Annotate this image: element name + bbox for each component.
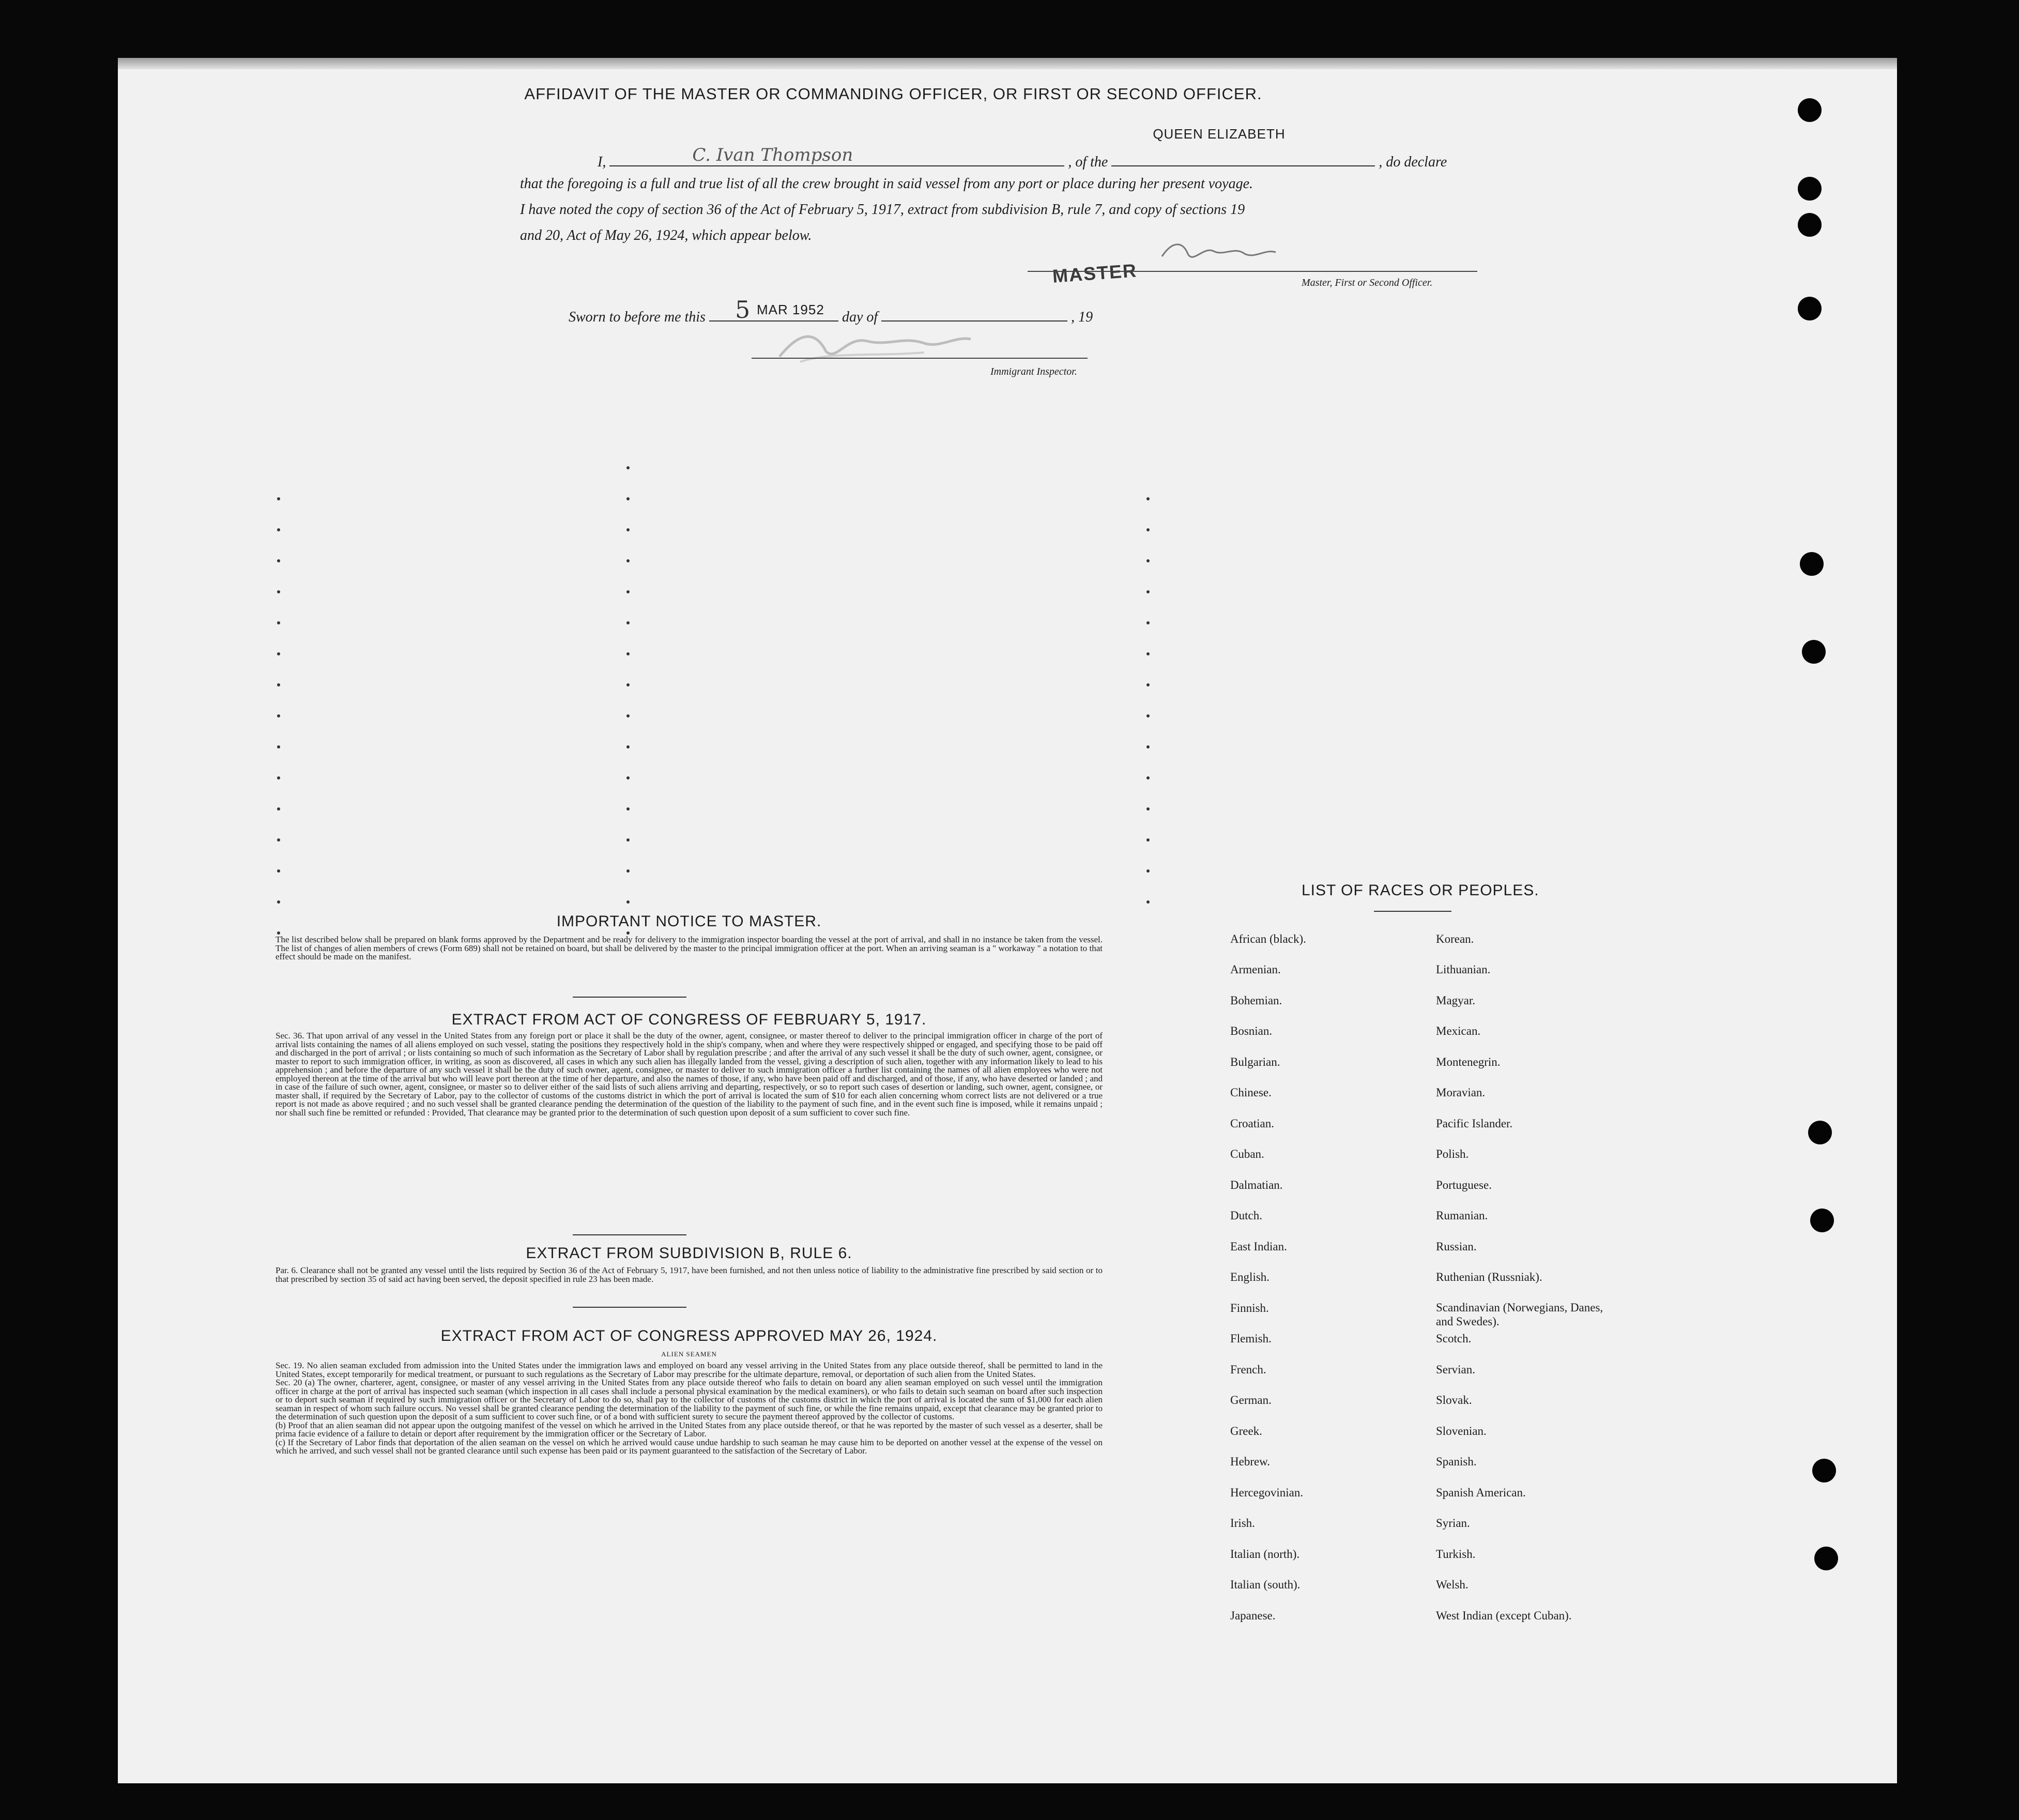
affidavit-line-4: and 20, Act of May 26, 1924, which appear below. — [520, 227, 812, 243]
master-caption: Master, First or Second Officer. — [1302, 277, 1433, 288]
race-item: Irish. — [1230, 1517, 1255, 1530]
punch-hole — [1810, 1209, 1834, 1232]
affidavit-line-1 — [598, 126, 1447, 171]
race-item: Servian. — [1436, 1363, 1476, 1376]
signer-field — [609, 145, 1064, 166]
sec-20a-paragraph: Sec. 20 (a) The owner, charterer, agent, consignee, or master of any vessel arriving in the United States from any place outside thereof who fails to detain on board any alien seaman employed on such vessel until the immigration officer in charge at the port of arrival has inspected such seaman (which inspection in all cases shall include a personal physical examination by the medical examiners), or who fails to detain such seaman on board after such inspection or to deport such seaman if required by such immigration officer or the Secretary of Labor to do so, shall pay to the collector of customs of the customs district in which the port of arrival is located the sum of $1,000 for each alien seaman in respect of whom such failure occurs. No vessel shall be granted clearance pending the determination of the liability to the payment of such fine, or while the fine remains unpaid, except that clearance may be granted prior to the determination of such question upon the deposit of a sum sufficient to cover such fine, or of a bond with sufficient surety to secure the payment thereof approved by the collector of customs. — [276, 1378, 1103, 1421]
inspector-signature — [769, 320, 976, 367]
race-item: Pacific Islander. — [1436, 1117, 1513, 1130]
extract-1924-title: EXTRACT FROM ACT OF CONGRESS APPROVED MAY 26, 1924. — [440, 1327, 938, 1344]
race-item: Spanish. — [1436, 1455, 1477, 1468]
race-item: Japanese. — [1230, 1609, 1276, 1622]
race-item: Magyar. — [1436, 994, 1476, 1007]
race-item: Ruthenian (Russniak). — [1436, 1271, 1542, 1283]
race-item: Lithuanian. — [1436, 963, 1491, 976]
sworn-date-stamp: MAR 1952 — [756, 302, 824, 317]
race-item: Montenegrin. — [1436, 1056, 1501, 1068]
punch-hole — [1814, 1547, 1838, 1570]
race-item: Armenian. — [1230, 963, 1281, 976]
master-signature — [1152, 236, 1286, 272]
of-the-label: , of the — [1068, 154, 1108, 170]
punch-hole — [1802, 640, 1826, 664]
sworn-day: 5 — [735, 296, 751, 324]
race-item: Korean. — [1436, 932, 1474, 945]
signer-handwriting: C. Ivan Thompson — [692, 145, 853, 165]
punch-hole — [1800, 552, 1824, 576]
sec-19-paragraph: Sec. 19. No alien seaman excluded from admission into the United States under the immigration laws and employed on board any vessel arriving in the United States from any place outside thereof, shall be permitted to land in the United States, except temporarily for medical treatment, or pursuant to such regulations as the Secretary of Labor may prescribe for the ultimate departure, removal, or deportation of such alien from the United States. — [276, 1360, 1103, 1379]
punch-hole — [1798, 213, 1822, 237]
extract-1924-body — [276, 1362, 1103, 1456]
alien-seamen-subtitle: ALIEN SEAMEN — [661, 1350, 717, 1358]
extract-1917-divider — [573, 1234, 686, 1235]
sec-20b-paragraph: (b) Proof that an alien seaman did not appear upon the outgoing manifest of the vessel on which he arrived in the United States from any place outside thereof, or that he was reported by the master of such vessel as a deserter, shall be prima facie evidence of a failure to detain or deport after requirement by the immigration officer or the Secretary of Labor. — [276, 1420, 1103, 1439]
extract-1917-title: EXTRACT FROM ACT OF CONGRESS OF FEBRUARY 5, 1917. — [451, 1011, 927, 1028]
race-item: Russian. — [1436, 1240, 1477, 1253]
affidavit-i-label: I, — [598, 154, 606, 170]
ship-name-stamp: QUEEN ELIZABETH — [1153, 126, 1286, 142]
race-item: Croatian. — [1230, 1117, 1274, 1130]
race-item: Italian (south). — [1230, 1578, 1301, 1591]
race-item: Greek. — [1230, 1425, 1262, 1437]
ship-name-field — [1111, 126, 1375, 166]
extract-rule6-title: EXTRACT FROM SUBDIVISION B, RULE 6. — [526, 1245, 852, 1262]
extract-rule6-text: Par. 6. Clearance shall not be granted any vessel until the lists required by Section 36 of the Act of February 5, 1917, have been furnished, and not then unless notice of liability to the administrative fine prescribed by said section or to that prescribed by section 35 of said act having been served, the deposit specified in rule 23 has been made. — [276, 1265, 1103, 1284]
punch-hole — [1798, 98, 1822, 122]
punch-hole — [1798, 177, 1822, 201]
notice-divider — [573, 997, 686, 998]
scan-top-edge — [118, 58, 1897, 69]
inspector-signature-line — [752, 358, 1088, 359]
sec-20c-paragraph: (c) If the Secretary of Labor finds that deportation of the alien seaman on the vessel on which he arrived would cause undue hardship to such seaman he may cause him to be deported on another vessel at the expense of the vessel on which he arrived, and such vessel shall not be granted clearance until such expense has been paid or its payment guaranteed to the satisfaction of the Secretary of Labor. — [276, 1437, 1103, 1456]
race-item: Mexican. — [1436, 1024, 1481, 1037]
race-item: Spanish American. — [1436, 1486, 1526, 1499]
notice-title: IMPORTANT NOTICE TO MASTER. — [556, 913, 822, 930]
race-item: Finnish. — [1230, 1302, 1269, 1314]
notice-text: The list described below shall be prepared on blank forms approved by the Department and be ready for delivery to the immigration inspector boarding the vessel at the port of arrival, and shall in no instance be taken from the vessel. The list of changes of alien members of crews (Form 689) shall not be retained on board, but shall be delivered by the master to the principal immigration officer at the port. When an arriving seaman is a " workaway " a notation to that effect should be made on the manifest. — [276, 935, 1103, 961]
race-item: Bulgarian. — [1230, 1056, 1280, 1068]
race-item: Polish. — [1436, 1148, 1469, 1160]
punch-hole — [1798, 297, 1822, 320]
race-item: Portuguese. — [1436, 1179, 1492, 1191]
race-item: Bosnian. — [1230, 1024, 1273, 1037]
do-declare-label: , do declare — [1379, 154, 1447, 170]
race-item: English. — [1230, 1271, 1270, 1283]
race-item: Hercegovinian. — [1230, 1486, 1304, 1499]
punch-hole — [1812, 1459, 1836, 1482]
document-page — [118, 58, 1897, 1783]
inspector-caption: Immigrant Inspector. — [990, 366, 1077, 377]
race-item: Slovenian. — [1436, 1425, 1487, 1437]
race-item: German. — [1230, 1394, 1272, 1406]
race-item: Bohemian. — [1230, 994, 1282, 1007]
race-item: Rumanian. — [1436, 1209, 1488, 1222]
master-signature-line — [1028, 271, 1477, 272]
race-item: Flemish. — [1230, 1332, 1272, 1345]
race-item: East Indian. — [1230, 1240, 1287, 1253]
race-item: Dalmatian. — [1230, 1179, 1283, 1191]
extract-rule6-divider — [573, 1307, 686, 1308]
race-item: Chinese. — [1230, 1086, 1272, 1099]
race-item: Dutch. — [1230, 1209, 1262, 1222]
race-item: Scotch. — [1436, 1332, 1472, 1345]
race-item: African (black). — [1230, 932, 1306, 945]
day-of-label: day of — [842, 309, 878, 325]
affidavit-line-2: that the foregoing is a full and true list of all the crew brought in said vessel from any port or place during her present voyage. — [520, 176, 1253, 192]
races-title: LIST OF RACES OR PEOPLES. — [1302, 882, 1539, 899]
extract-1917-text: Sec. 36. That upon arrival of any vessel in the United States from any foreign port or place it shall be the duty of the owner, agent, consignee, or master thereof to deliver to the principal immigration officer in charge of the port of arrival lists containing the names of all aliens employed on such vessel, stating the positions they respectively hold in the ship's company, when and where they were respectively shipped or engaged, and specifying those to be paid off and discharged in the port of arrival ; or lists containing so much of such information as the Secretary of Labor shall by regulation prescribe ; and after the arrival of any such vessel it shall be the duty of such owner, agent, consignee, or master to report to such immigration officer, in writing, as soon as discovered, all cases in which any such alien has illegally landed from the vessel, giving a description of such alien, together with any information likely to lead to his apprehension ; and before the departure of any such vessel it shall be the duty of such owner, agent, consignee, or master to deliver to such immigration officer a further list containing the names of all alien employees who were not employed thereon at the time of the arrival but who will leave port thereon at the time of her departure, and also the names of those, if any, who have been paid off and discharged, and of those, if any, who have deserted or landed ; and in case of the failure of such owner, agent, consignee, or master so to deliver either of the said lists of such aliens arriving and departing, respectively, or so to report such cases of desertion or landing, such owner, agent, consignee, or master shall, if required by the Secretary of Labor, pay to the collector of customs of the customs district in which the port of arrival is located the sum of $10 for each alien concerning whom correct lists are not delivered or a true report is not made as above required ; and no such vessel shall be granted clearance pending the determination of the question of the liability to the payment of such fine, and in the event such fine is imposed, while it remains unpaid ; nor shall such fine be remitted or refunded : Provided, That clearance may be granted prior to the determination of such question upon deposit of a sum sufficient to cover such fine. — [276, 1031, 1103, 1118]
race-item: Hebrew. — [1230, 1455, 1271, 1468]
race-item: Slovak. — [1436, 1394, 1472, 1406]
race-item: Turkish. — [1436, 1548, 1476, 1561]
race-item: Italian (north). — [1230, 1548, 1300, 1561]
race-item: Syrian. — [1436, 1517, 1470, 1530]
race-item: Welsh. — [1436, 1578, 1469, 1591]
race-item: Cuban. — [1230, 1148, 1264, 1160]
master-stamp: MASTER — [1051, 259, 1138, 287]
punch-hole — [1808, 1121, 1832, 1144]
race-item: Moravian. — [1436, 1086, 1486, 1099]
race-item: West Indian (except Cuban). — [1436, 1609, 1572, 1622]
race-item: French. — [1230, 1363, 1266, 1376]
year-prefix: , 19 — [1071, 309, 1093, 325]
sworn-label: Sworn to before me this — [569, 309, 706, 325]
races-divider — [1374, 911, 1451, 912]
affidavit-line-3: I have noted the copy of section 36 of the Act of February 5, 1917, extract from subdivision B, rule 7, and copy of sections 19 — [520, 202, 1245, 218]
race-item: Scandinavian (Norwegians, Danes, and Swedes). — [1436, 1301, 1603, 1328]
affidavit-title: AFFIDAVIT OF THE MASTER OR COMMANDING OFFICER, OR FIRST OR SECOND OFFICER. — [524, 85, 1262, 103]
sworn-date-field — [709, 296, 838, 324]
